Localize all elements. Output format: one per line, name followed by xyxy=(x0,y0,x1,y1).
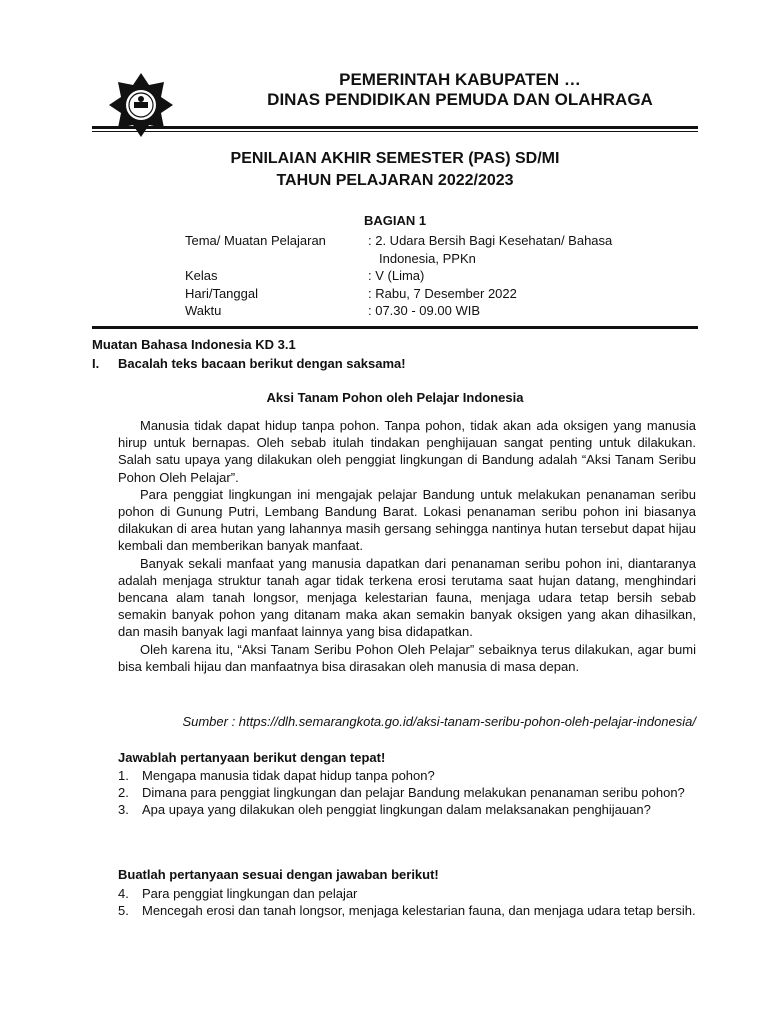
list-item xyxy=(118,801,696,818)
info-value-tema-cont: Indonesia, PPKn xyxy=(379,251,476,266)
info-key-waktu: Waktu xyxy=(185,303,222,318)
question-number: 3. xyxy=(118,802,129,818)
list-item xyxy=(118,784,696,801)
reading-paragraph: Manusia tidak dapat hidup tanpa pohon. Tanpa pohon, tidak akan ada oksigen yang manusia hirup untuk bernapas. Oleh sebab itulah tindakan penghijauan sangat penting untuk dilakukan. Salah satu upaya yang dilakukan oleh penggiat lingkungan di Bandung adalah “Aksi Tanam Seribu Pohon Oleh Pelajar”. xyxy=(118,418,696,485)
reading-title: Aksi Tanam Pohon oleh Pelajar Indonesia xyxy=(266,390,524,405)
question-text: Mengapa manusia tidak dapat hidup tanpa pohon? xyxy=(142,768,435,783)
questions-heading: Jawablah pertanyaan berikut dengan tepat! xyxy=(118,750,386,765)
question-text: Dimana para penggiat lingkungan dan pelajar Bandung melakukan penanaman seribu pohon? xyxy=(142,785,685,801)
questions2-heading: Buatlah pertanyaan sesuai dengan jawaban berikut! xyxy=(118,867,439,882)
info-value-tema: : 2. Udara Bersih Bagi Kesehatan/ Bahasa xyxy=(368,233,613,248)
government-header: PEMERINTAH KABUPATEN … xyxy=(339,70,581,89)
list-item xyxy=(118,767,696,784)
info-key-tema: Tema/ Muatan Pelajaran xyxy=(185,233,326,248)
department-header: DINAS PENDIDIKAN PEMUDA DAN OLAHRAGA xyxy=(267,90,653,109)
reading-text xyxy=(118,417,696,675)
question-number: 1. xyxy=(118,768,129,783)
list-item xyxy=(118,902,696,919)
section-number: I. xyxy=(92,356,100,371)
question-text: Para penggiat lingkungan dan pelajar xyxy=(142,886,358,901)
question-number: 4. xyxy=(118,886,129,901)
reading-instruction: Bacalah teks bacaan berikut dengan saksama! xyxy=(118,356,406,371)
exam-info-table xyxy=(0,232,768,322)
info-value-tanggal: : Rabu, 7 Desember 2022 xyxy=(368,286,517,301)
question-text: Mencegah erosi dan tanah longsor, menjaga kelestarian fauna, dan menjaga udara tetap bersih. xyxy=(142,903,696,919)
reading-paragraph: Para penggiat lingkungan ini mengajak pelajar Bandung untuk melakukan penanaman seribu pohon di Gunung Putri, Lembang Bandung Barat. Lokasi penanaman seribu pohon ini biasanya dilakukan di area hutan yang lahannya masih gersang sehingga nantinya hutan tersebut dapat hijau kembali dan memberikan banyak manfaat. xyxy=(118,486,696,554)
info-value-kelas: : V (Lima) xyxy=(368,268,425,283)
list-item xyxy=(118,885,696,902)
reading-source: Sumber : https://dlh.semarangkota.go.id/aksi-tanam-seribu-pohon-oleh-pelajar-indonesia/ xyxy=(182,714,696,729)
header-divider-thick xyxy=(92,126,698,129)
info-key-tanggal: Hari/Tanggal xyxy=(185,286,258,301)
muatan-label: Muatan Bahasa Indonesia KD 3.1 xyxy=(92,337,296,352)
part-label: BAGIAN 1 xyxy=(363,213,427,228)
info-key-kelas: Kelas xyxy=(185,268,218,283)
reading-paragraph: Banyak sekali manfaat yang manusia dapatkan dari penanaman seribu pohon ini, diantaranya adalah menjaga struktur tanah agar tidak terkena erosi terutama saat hujan datang, menghindari bencana alam tanah longsor, menjaga kelestarian fauna, menjaga udara tetap bersih sebab semakin banyak pohon yang ditanam maka akan semakin banyak oksigen yang akan dihasilkan, dan masih banyak lagi manfaat lainnya yang bisa didapatkan. xyxy=(118,555,696,640)
exam-title: PENILAIAN AKHIR SEMESTER (PAS) SD/MI xyxy=(230,150,560,167)
questions-list xyxy=(118,767,696,819)
reading-paragraph: Oleh karena itu, “Aksi Tanam Seribu Pohon Oleh Pelajar” sebaiknya terus dilakukan, agar bumi bisa kembali hijau dan manfaatnya bisa dirasakan oleh manusia di masa depan. xyxy=(118,641,696,674)
info-value-waktu: : 07.30 - 09.00 WIB xyxy=(368,303,481,318)
question-number: 5. xyxy=(118,903,129,919)
question-number: 2. xyxy=(118,785,129,801)
info-divider xyxy=(92,326,698,329)
header-divider-thin xyxy=(92,131,698,132)
question-text: Apa upaya yang dilakukan oleh penggiat lingkungan dalam melaksanakan penghijauan? xyxy=(142,802,651,818)
academic-year: TAHUN PELAJARAN 2022/2023 xyxy=(276,172,514,189)
questions2-list xyxy=(118,885,696,919)
